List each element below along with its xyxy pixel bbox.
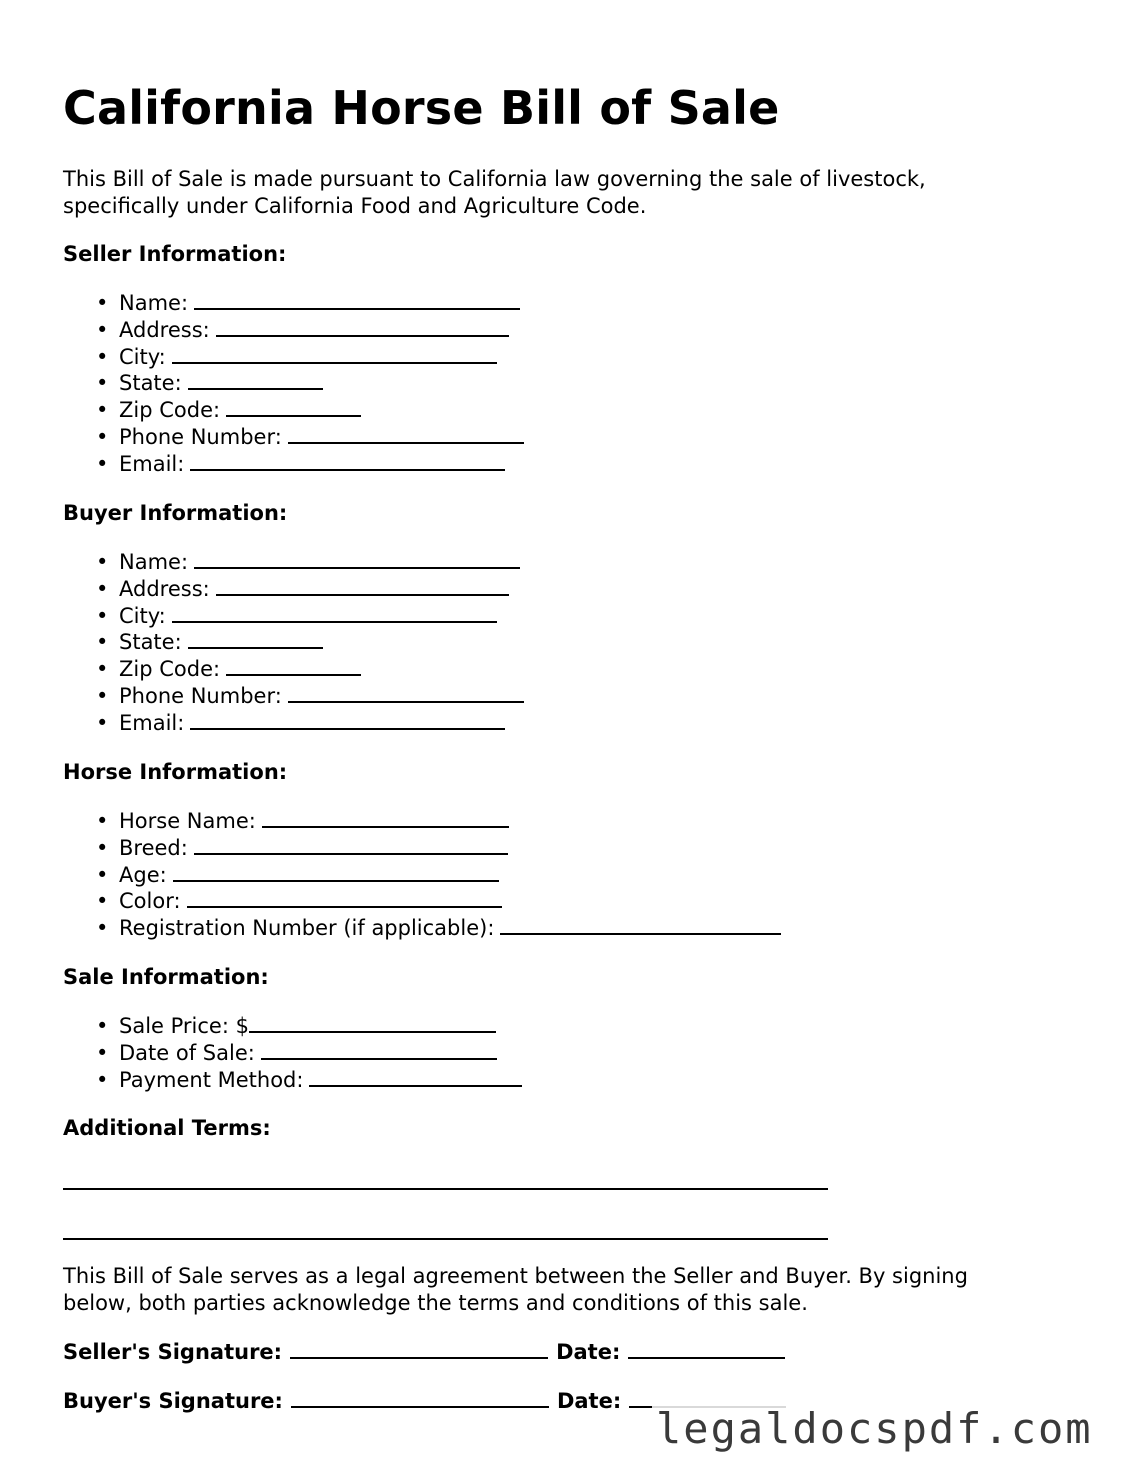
list-item — [63, 370, 524, 397]
list-item — [63, 656, 524, 683]
field-label: State: — [119, 630, 182, 655]
intro-line-2: specifically under California Food and Agriculture Code. — [63, 193, 647, 218]
seller-city-field[interactable] — [172, 344, 497, 364]
seller-zip-field[interactable] — [226, 397, 361, 417]
horse-heading: Horse Information: — [63, 760, 288, 784]
seller-state-field[interactable] — [188, 370, 323, 390]
field-label: Horse Name: — [119, 809, 256, 833]
list-item — [63, 710, 524, 737]
buyer-signature-field[interactable] — [291, 1388, 549, 1408]
field-label: Phone Number: — [119, 683, 282, 708]
field-label: Payment Method: — [119, 1067, 304, 1092]
buyer-fields — [63, 549, 524, 737]
field-label: Address: — [119, 317, 210, 342]
list-item — [63, 1067, 522, 1094]
seller-signature-row — [63, 1339, 793, 1365]
bullet-icon: • — [96, 683, 109, 708]
document-title: California Horse Bill of Sale — [63, 81, 780, 135]
bullet-icon: • — [96, 862, 109, 887]
bullet-icon: • — [96, 317, 109, 342]
horse-color-field[interactable] — [187, 888, 502, 908]
buyer-heading: Buyer Information: — [63, 501, 288, 525]
field-label: Zip Code: — [119, 398, 221, 423]
field-label: Breed: — [119, 835, 188, 860]
bullet-icon: • — [96, 603, 109, 628]
field-label: Registration Number (if applicable): — [119, 916, 495, 941]
bullet-icon: • — [96, 1040, 109, 1065]
seller-email-field[interactable] — [190, 451, 505, 471]
closing-line-2: below, both parties acknowledge the terms and conditions of this sale. — [63, 1290, 808, 1315]
horse-registration-field[interactable] — [500, 915, 781, 935]
bullet-icon: • — [96, 344, 109, 369]
bullet-icon: • — [96, 451, 109, 476]
additional-terms-heading: Additional Terms: — [63, 1116, 271, 1140]
horse-fields — [63, 808, 781, 942]
intro-paragraph — [63, 166, 1063, 219]
buyer-zip-field[interactable] — [226, 656, 361, 676]
sale-price-field[interactable] — [249, 1013, 496, 1033]
buyer-date-label: Date: — [556, 1389, 622, 1413]
horse-age-field[interactable] — [173, 862, 499, 882]
field-label: Name: — [119, 550, 189, 574]
buyer-name-field[interactable] — [194, 549, 520, 569]
bullet-icon: • — [96, 835, 109, 860]
list-item — [63, 549, 524, 576]
payment-method-field[interactable] — [309, 1067, 522, 1087]
additional-terms-line-2[interactable] — [63, 1238, 828, 1240]
list-item — [63, 683, 524, 710]
sale-fields — [63, 1013, 522, 1093]
list-item — [63, 1040, 522, 1067]
horse-breed-field[interactable] — [194, 835, 508, 855]
list-item — [63, 344, 524, 371]
buyer-city-field[interactable] — [172, 603, 497, 623]
list-item — [63, 1013, 522, 1040]
buyer-address-field[interactable] — [216, 576, 509, 596]
field-label: Email: — [119, 710, 185, 735]
bullet-icon: • — [96, 1014, 109, 1038]
list-item — [63, 603, 524, 630]
bullet-icon: • — [96, 398, 109, 423]
list-item — [63, 888, 781, 915]
field-label: Name: — [119, 291, 189, 315]
bullet-icon: • — [96, 550, 109, 574]
bullet-icon: • — [96, 710, 109, 735]
list-item — [63, 835, 781, 862]
horse-name-field[interactable] — [262, 808, 509, 828]
buyer-email-field[interactable] — [190, 710, 505, 730]
closing-paragraph — [63, 1263, 1063, 1316]
seller-date-label: Date: — [556, 1340, 621, 1364]
list-item — [63, 862, 781, 889]
list-item — [63, 915, 781, 942]
bullet-icon: • — [96, 889, 109, 914]
field-label: Phone Number: — [119, 424, 282, 449]
field-label: Age: — [119, 862, 167, 887]
seller-signature-field[interactable] — [290, 1339, 548, 1359]
bullet-icon: • — [96, 291, 109, 315]
bullet-icon: • — [96, 809, 109, 833]
list-item — [63, 424, 524, 451]
bullet-icon: • — [96, 1067, 109, 1092]
field-label: State: — [119, 371, 182, 396]
seller-phone-field[interactable] — [288, 424, 524, 444]
intro-line-1: This Bill of Sale is made pursuant to California law governing the sale of livestock, — [63, 167, 926, 191]
bullet-icon: • — [96, 371, 109, 396]
watermark-text: legaldocspdf.com — [652, 1404, 1097, 1454]
sale-date-field[interactable] — [261, 1040, 497, 1060]
buyer-signature-label: Buyer's Signature: — [63, 1389, 283, 1413]
field-label: Color: — [119, 889, 181, 914]
seller-address-field[interactable] — [216, 317, 509, 337]
field-label: City: — [119, 603, 166, 628]
list-item — [63, 576, 524, 603]
buyer-state-field[interactable] — [188, 629, 323, 649]
list-item — [63, 629, 524, 656]
bullet-icon: • — [96, 424, 109, 449]
list-item — [63, 451, 524, 478]
bullet-icon: • — [96, 916, 109, 941]
list-item — [63, 317, 524, 344]
closing-line-1: This Bill of Sale serves as a legal agreement between the Seller and Buyer. By signing — [63, 1264, 968, 1288]
field-label: Sale Price: $ — [119, 1014, 249, 1038]
field-label: Zip Code: — [119, 657, 221, 682]
additional-terms-line-1[interactable] — [63, 1188, 828, 1190]
seller-heading: Seller Information: — [63, 242, 287, 266]
field-label: Date of Sale: — [119, 1040, 255, 1065]
bullet-icon: • — [96, 630, 109, 655]
field-label: Email: — [119, 451, 185, 476]
seller-fields — [63, 290, 524, 478]
seller-name-field[interactable] — [194, 290, 520, 310]
bullet-icon: • — [96, 657, 109, 682]
field-label: City: — [119, 344, 166, 369]
buyer-phone-field[interactable] — [288, 683, 524, 703]
sale-heading: Sale Information: — [63, 965, 269, 989]
bullet-icon: • — [96, 576, 109, 601]
list-item — [63, 290, 524, 317]
seller-signature-label: Seller's Signature: — [63, 1340, 283, 1364]
list-item — [63, 397, 524, 424]
seller-date-field[interactable] — [628, 1339, 785, 1359]
field-label: Address: — [119, 576, 210, 601]
list-item — [63, 808, 781, 835]
